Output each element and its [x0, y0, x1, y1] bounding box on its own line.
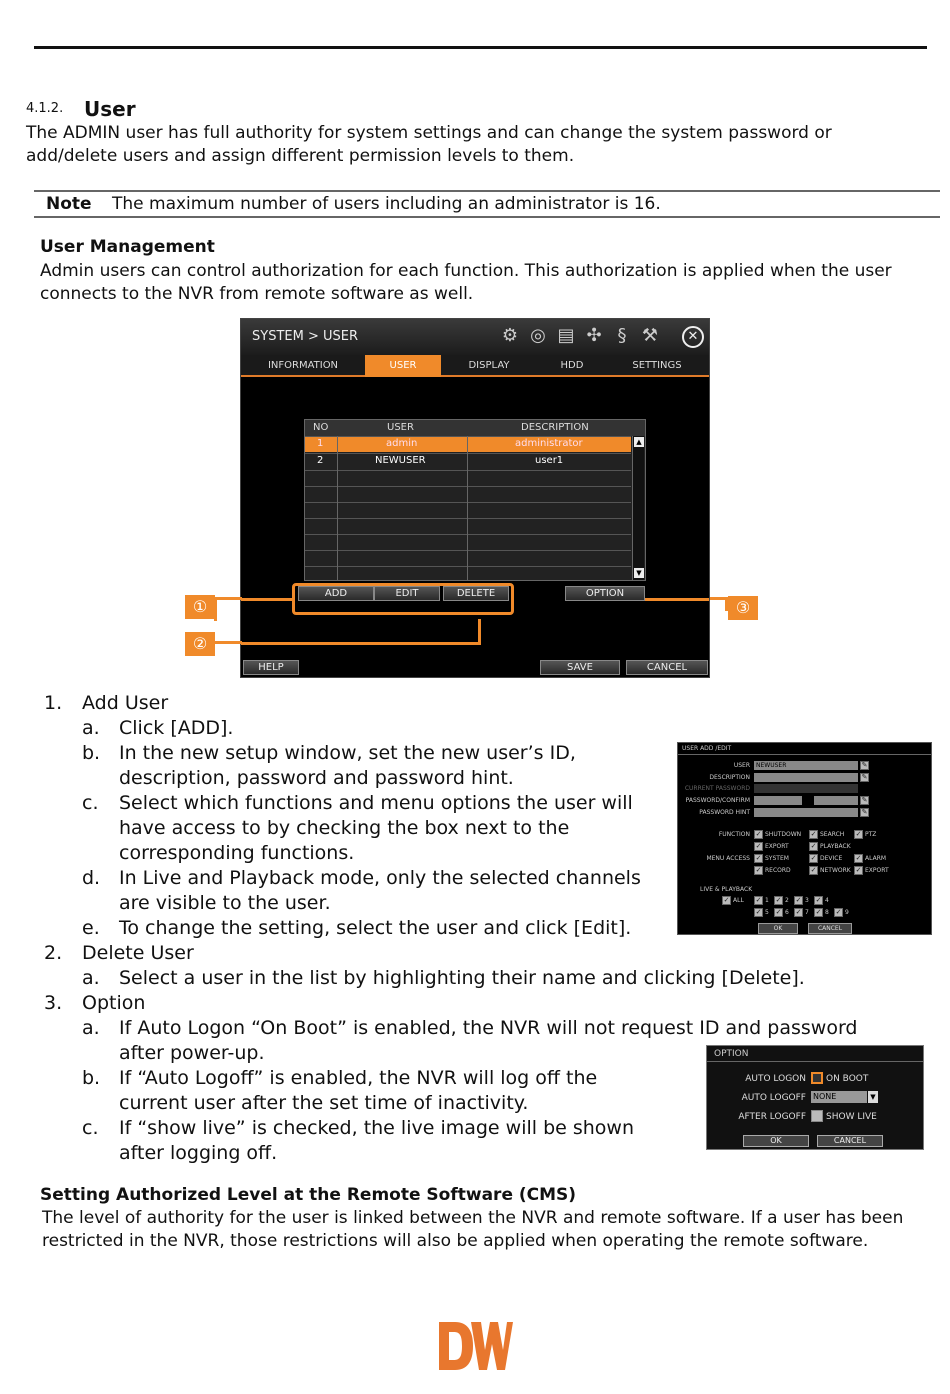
checkbox-ch1[interactable]: ✓ — [755, 896, 762, 904]
table-row[interactable] — [305, 436, 631, 452]
dw-logo-icon — [437, 1320, 513, 1372]
save-button[interactable]: SAVE — [540, 660, 620, 675]
password-hint-field[interactable] — [754, 808, 858, 817]
keyboard-icon[interactable]: ✎ — [861, 761, 868, 769]
list-sub-text: To change the setting, select the user and click [Edit]. — [119, 917, 632, 939]
list-item-title: Add User — [82, 692, 169, 714]
password-hint-label: PASSWORD HINT — [699, 809, 750, 816]
table-row[interactable] — [305, 518, 631, 534]
callout-line — [645, 598, 710, 601]
table-row[interactable] — [305, 534, 631, 550]
checkbox-all[interactable]: ✓ — [723, 896, 730, 904]
list-sub-text: description, password and password hint. — [119, 767, 514, 789]
list-sub-text: after logging off. — [119, 1142, 278, 1164]
tab-bar — [241, 355, 710, 377]
section-number: 4.1.2. — [26, 101, 64, 116]
add-edit-delete-highlight — [292, 583, 514, 615]
list-sub-text: In Live and Playback mode, only the selected channels — [119, 867, 641, 889]
section-title: User — [84, 97, 136, 121]
checkbox-label: SEARCH — [820, 831, 845, 838]
checkbox-label: EXPORT — [865, 867, 889, 874]
checkbox-ch7[interactable]: ✓ — [795, 908, 802, 916]
screen-title: SYSTEM > USER — [252, 329, 358, 344]
alarm-icon[interactable]: § — [617, 325, 627, 346]
network-icon[interactable]: ✣ — [586, 325, 602, 346]
list-sub-letter: a. — [82, 717, 100, 739]
checkbox-label: ALL — [733, 897, 744, 904]
callout-line — [214, 597, 242, 600]
checkbox-label: 8 — [825, 909, 829, 916]
auto-logoff-select[interactable]: NONE — [811, 1091, 867, 1103]
cancel-button[interactable]: CANCEL — [808, 923, 852, 934]
option-screenshot — [706, 1045, 924, 1150]
list-sub-text: have access to by checking the box next to the — [119, 817, 570, 839]
list-item-number: 3. — [44, 992, 63, 1014]
checkbox-label: PTZ — [865, 831, 877, 838]
user-management-heading: User Management — [40, 237, 215, 257]
checkbox-label: SHUTDOWN — [765, 831, 802, 838]
list-sub-text: are visible to the user. — [119, 892, 331, 914]
password-confirm-label: PASSWORD/CONFIRM — [685, 797, 750, 804]
option-button[interactable]: OPTION — [565, 586, 645, 601]
table-row[interactable] — [305, 470, 631, 486]
list-item-number: 2. — [44, 942, 63, 964]
tab-user[interactable]: USER — [365, 355, 441, 377]
list-sub-letter: e. — [82, 917, 100, 939]
checkbox-shutdown[interactable]: ✓ — [755, 830, 762, 838]
list-sub-letter: b. — [82, 742, 101, 764]
list-sub-letter: a. — [82, 1017, 100, 1039]
checkbox-ch4[interactable]: ✓ — [815, 896, 822, 904]
cancel-button[interactable]: CANCEL — [817, 1135, 883, 1147]
checkbox-menu-export[interactable]: ✓ — [855, 866, 862, 874]
row-no: 1 — [317, 438, 324, 449]
checkbox-device[interactable]: ✓ — [810, 854, 817, 862]
note-rule-bottom — [34, 216, 940, 218]
checkbox-label: RECORD — [765, 867, 791, 874]
cms-heading: Setting Authorized Level at the Remote Software (CMS) — [40, 1185, 577, 1205]
checkbox-playback[interactable]: ✓ — [810, 842, 817, 850]
user-add-title: USER ADD /EDIT — [682, 745, 732, 752]
row-user: admin — [386, 438, 418, 449]
user-management-text: Admin users can control authorization for each function. This authorization is applied when the user connects to the NVR from remote software as well. — [40, 261, 892, 304]
checkbox-label: 2 — [785, 897, 789, 904]
list-sub-text: current user after the set time of inactivity. — [119, 1092, 529, 1114]
list-sub-text: after power-up. — [119, 1042, 265, 1064]
help-button[interactable]: HELP — [243, 660, 299, 675]
cms-text: The level of authority for the user is linked between the NVR and remote software. If a user has been restricted in the NVR, those restrictions will also be applied when operating the remote software. — [42, 1208, 904, 1251]
row-desc: user1 — [535, 455, 564, 466]
tab-hdd[interactable]: HDD — [560, 360, 584, 371]
list-sub-text: Click [ADD]. — [119, 717, 234, 739]
list-sub-letter: d. — [82, 867, 101, 889]
keyboard-icon[interactable]: ✎ — [861, 796, 868, 804]
list-sub-letter: b. — [82, 1067, 101, 1089]
current-password-field — [754, 784, 858, 793]
gear-icon[interactable]: ⚙ — [501, 325, 519, 346]
col-no: NO — [313, 422, 329, 433]
list-sub-text: Select a user in the list by highlighting their name and clicking [Delete]. — [119, 967, 805, 989]
checkbox-network[interactable]: ✓ — [810, 866, 817, 874]
row-no: 2 — [317, 455, 324, 466]
divider — [707, 1061, 924, 1062]
description-field[interactable] — [754, 773, 858, 782]
checkbox-ch3[interactable]: ✓ — [795, 896, 802, 904]
list-sub-text: Select which functions and menu options the user will — [119, 792, 633, 814]
row-user: NEWUSER — [375, 455, 426, 466]
list-sub-text: If “show live” is checked, the live image will be shown — [119, 1117, 635, 1139]
callout-3: ③ — [728, 596, 758, 620]
checkbox-export[interactable]: ✓ — [755, 842, 762, 850]
note-label: Note — [46, 194, 92, 214]
callout-2: ② — [185, 632, 215, 656]
tab-settings[interactable]: SETTINGS — [632, 360, 682, 371]
show-live-label: SHOW LIVE — [826, 1112, 877, 1122]
function-label: FUNCTION — [718, 831, 750, 838]
dw-logo — [437, 1320, 513, 1372]
cancel-button[interactable]: CANCEL — [626, 660, 708, 675]
checkbox-label: PLAYBACK — [820, 843, 851, 850]
list-sub-text: corresponding functions. — [119, 842, 355, 864]
checkbox-ptz[interactable]: ✓ — [855, 830, 862, 838]
list-sub-letter: c. — [82, 1117, 99, 1139]
checkbox-ch5[interactable]: ✓ — [755, 908, 762, 916]
description-label: DESCRIPTION — [709, 774, 750, 781]
checkbox-label: 9 — [845, 909, 849, 916]
current-password-label: CURRENT PASSWORD — [684, 785, 750, 792]
callout-line — [214, 641, 242, 644]
checkbox-label: 6 — [785, 909, 789, 916]
checkbox-search[interactable]: ✓ — [810, 830, 817, 838]
callout-line — [240, 642, 481, 645]
note-rule-top — [34, 190, 940, 192]
list-sub-text: In the new setup window, set the new user’s ID, — [119, 742, 576, 764]
live-playback-label: LIVE & PLAYBACK — [700, 886, 753, 893]
close-icon[interactable]: ✕ — [682, 326, 704, 348]
column-divider — [467, 436, 468, 580]
checkbox-label: 1 — [765, 897, 769, 904]
password-field[interactable] — [754, 796, 802, 805]
callout-line — [240, 598, 295, 601]
list-sub-text: If “Auto Logoff” is enabled, the NVR will log off the — [119, 1067, 598, 1089]
checkbox-ch9[interactable]: ✓ — [835, 908, 842, 916]
checkbox-label: NETWORK — [820, 867, 851, 874]
scroll-up-icon[interactable]: ▲ — [634, 437, 644, 447]
checkbox-label: 3 — [805, 897, 809, 904]
chevron-down-icon[interactable]: ▼ — [868, 1091, 878, 1103]
list-item-title: Delete User — [82, 942, 194, 964]
delete-button[interactable]: DELETE — [443, 586, 509, 601]
screen-header — [241, 319, 710, 355]
tab-information[interactable]: INFORMATION — [267, 360, 339, 371]
list-item-number: 1. — [44, 692, 63, 714]
checkbox-record[interactable]: ✓ — [755, 866, 762, 874]
list-sub-letter: c. — [82, 792, 99, 814]
wrench-icon[interactable]: ⚒ — [641, 325, 659, 346]
after-logoff-label: AFTER LOGOFF — [738, 1112, 806, 1122]
system-user-screenshot — [240, 318, 710, 678]
divider — [678, 754, 932, 755]
section-intro: The ADMIN user has full authority for system settings and can change the system password or add/delete users and assign different permission levels to them. — [26, 123, 832, 166]
auto-logon-label: AUTO LOGON — [745, 1074, 806, 1084]
table-row[interactable] — [305, 566, 631, 582]
checkbox-ch8[interactable]: ✓ — [815, 908, 822, 916]
user-field[interactable]: NEWUSER — [754, 761, 858, 770]
ok-button[interactable]: OK — [743, 1135, 809, 1147]
table-row[interactable] — [305, 486, 631, 502]
note-text: The maximum number of users including an administrator is 16. — [112, 194, 661, 214]
camera-icon[interactable]: ◎ — [530, 325, 546, 346]
option-title: OPTION — [714, 1049, 749, 1059]
database-icon[interactable]: ▤ — [557, 325, 575, 346]
menu-icons — [499, 323, 661, 349]
list-item-title: Option — [82, 992, 146, 1014]
table-row[interactable] — [305, 453, 631, 469]
column-divider — [337, 436, 338, 580]
menu-access-label: MENU ACCESS — [706, 855, 750, 862]
confirm-field[interactable] — [814, 796, 858, 805]
user-add-edit-screenshot — [677, 742, 932, 935]
add-button[interactable]: ADD — [298, 586, 374, 601]
header-rule — [34, 46, 927, 49]
checkbox-label: DEVICE — [820, 855, 843, 862]
keyboard-icon[interactable]: ✎ — [861, 773, 868, 781]
checkbox-label: EXPORT — [765, 843, 789, 850]
checkbox-label: 5 — [765, 909, 769, 916]
on-boot-checkbox[interactable] — [811, 1072, 823, 1084]
on-boot-label: ON BOOT — [826, 1074, 869, 1084]
checkbox-alarm[interactable]: ✓ — [855, 854, 862, 862]
checkbox-ch2[interactable]: ✓ — [775, 896, 782, 904]
edit-button[interactable]: EDIT — [374, 586, 440, 601]
checkbox-label: ALARM — [865, 855, 887, 862]
checkbox-ch6[interactable]: ✓ — [775, 908, 782, 916]
list-sub-letter: a. — [82, 967, 100, 989]
auto-logoff-label: AUTO LOGOFF — [741, 1093, 806, 1103]
table-row[interactable] — [305, 550, 631, 566]
scroll-down-icon[interactable]: ▼ — [634, 568, 644, 578]
user-label: USER — [733, 762, 750, 769]
col-user: USER — [387, 422, 414, 433]
row-desc: administrator — [515, 438, 583, 449]
ok-button[interactable]: OK — [758, 923, 798, 934]
callout-1: ① — [185, 595, 215, 619]
keyboard-icon[interactable]: ✎ — [861, 808, 868, 816]
col-description: DESCRIPTION — [521, 422, 589, 433]
tab-display[interactable]: DISPLAY — [468, 360, 510, 371]
checkbox-label: 4 — [825, 897, 829, 904]
table-row[interactable] — [305, 502, 631, 518]
show-live-checkbox[interactable] — [811, 1110, 823, 1122]
callout-line — [710, 597, 726, 600]
checkbox-label: 7 — [805, 909, 809, 916]
table-scrollbar[interactable] — [632, 436, 644, 580]
list-sub-text: If Auto Logon “On Boot” is enabled, the NVR will not request ID and password — [119, 1017, 858, 1039]
checkbox-system[interactable]: ✓ — [755, 854, 762, 862]
table-header — [305, 420, 645, 436]
checkbox-label: SYSTEM — [765, 855, 789, 862]
user-table — [304, 419, 646, 581]
